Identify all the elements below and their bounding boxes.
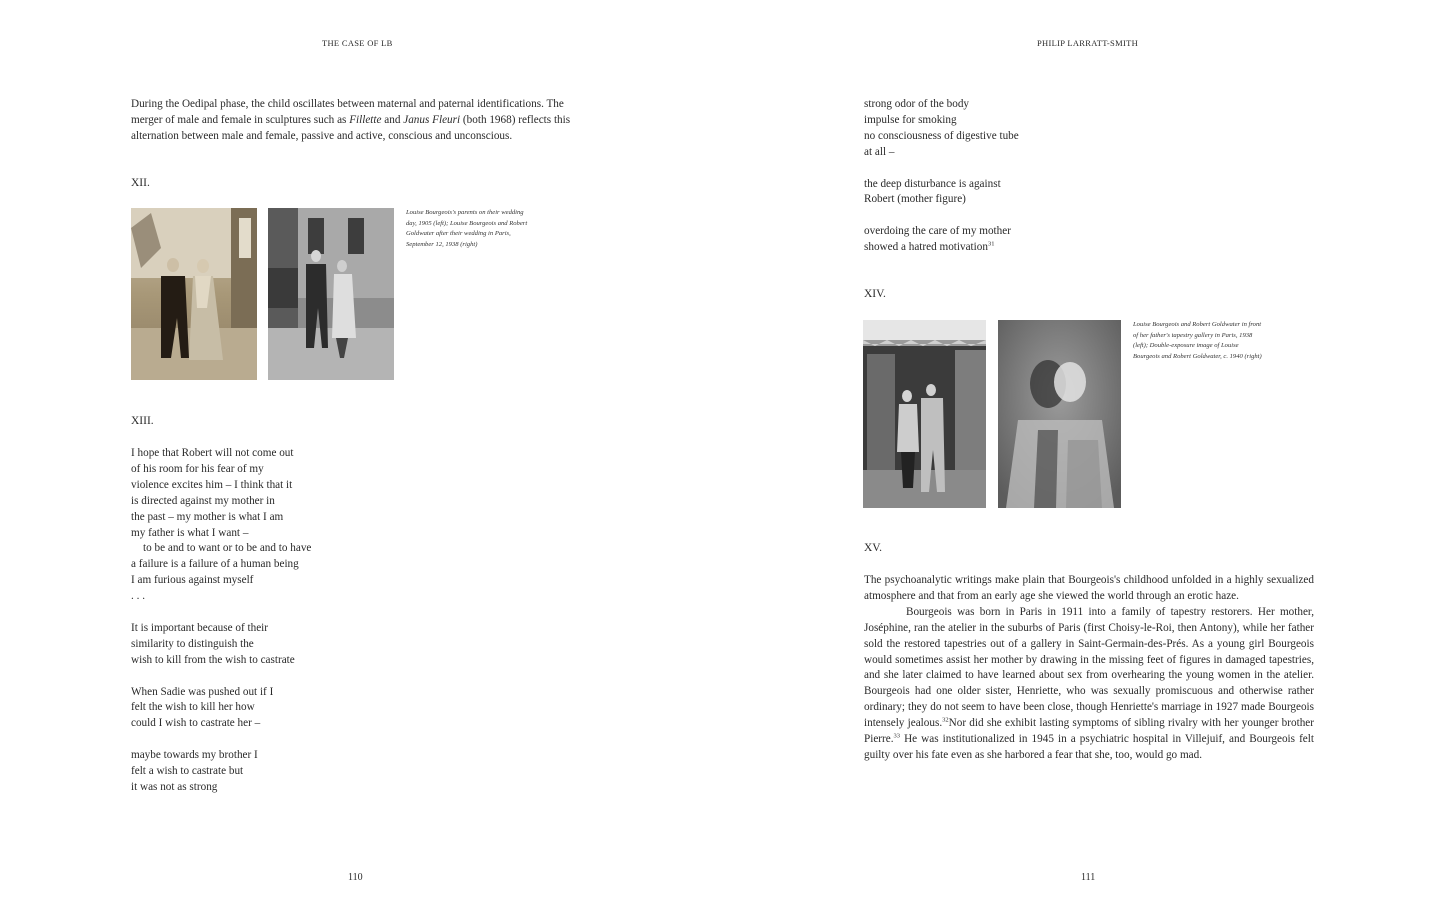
verse-line: wish to kill from the wish to castrate bbox=[131, 653, 295, 666]
verse-xiii bbox=[131, 446, 311, 796]
verse-line: the deep disturbance is against bbox=[864, 177, 1001, 190]
work-title: Janus Fleuri bbox=[403, 113, 461, 126]
verse-line: overdoing the care of my mother bbox=[864, 225, 1011, 238]
verse-line: I hope that Robert will not come out bbox=[131, 447, 294, 459]
verse-line: at all – bbox=[864, 145, 895, 158]
footnote-ref-32: 32 bbox=[942, 716, 949, 724]
verse-line: strong odor of the body bbox=[864, 98, 970, 110]
stanza-break bbox=[864, 208, 1019, 224]
verse-line: showed a hatred motivation$^{31}$ bbox=[864, 240, 995, 254]
stanza-break bbox=[131, 605, 311, 621]
section-number-xv: XV. bbox=[864, 542, 883, 554]
caption-xiv: Louise Bourgeois and Robert Goldwater in front of her father's tapestry gallery in Paris, 1938 (left); Double-exposure image of Louise Bourgeois and Robert Goldwater, c. 1940 (right) bbox=[1133, 321, 1262, 360]
stanza-break bbox=[864, 161, 1019, 177]
page-number-right: 111 bbox=[1081, 872, 1096, 883]
paragraph: The psychoanalytic writings make plain that Bourgeois's childhood unfolded in a highly sexualized atmosphere and that from an early age she viewed the world through an erotic haze. bbox=[864, 574, 1314, 602]
page-number-left: 110 bbox=[348, 872, 363, 883]
verse-line: my father is what I want – bbox=[131, 526, 249, 539]
verse-top bbox=[864, 97, 1019, 256]
verse-line: violence excites him – I think that it bbox=[131, 478, 293, 491]
running-header-right: PHILIP LARRATT-SMITH bbox=[1037, 38, 1139, 48]
body-text bbox=[864, 573, 1314, 764]
stanza-break bbox=[131, 669, 311, 685]
intro-paragraph: During the Oedipal phase, the child oscillates between maternal and paternal identifications. The merger of male and female in sculptures such as Fillette and Janus Fleuri (both 1968) reflects this alternation between male and female, passive and active, conscious and unconscious. bbox=[131, 98, 571, 142]
verse-line: is directed against my mother in bbox=[131, 494, 275, 507]
running-header-left: THE CASE OF LB bbox=[322, 38, 393, 48]
photo-wedding-1938 bbox=[268, 208, 394, 380]
verse-line: It is important because of their bbox=[131, 621, 269, 634]
verse-line: of his room for his fear of my bbox=[131, 462, 264, 475]
verse-line: similarity to distinguish the bbox=[131, 637, 254, 650]
photo-gallery-front bbox=[863, 320, 986, 508]
verse-line: maybe towards my brother I bbox=[131, 749, 258, 762]
verse-line: I am furious against myself bbox=[131, 574, 254, 587]
verse-line: no consciousness of digestive tube bbox=[864, 129, 1019, 142]
verse-line: the past – my mother is what I am bbox=[131, 510, 284, 523]
verse-line: to be and to want or to be and to have bbox=[143, 542, 312, 555]
photo-double-exposure bbox=[998, 320, 1121, 508]
caption-xii: Louise Bourgeois's parents on their wedding day, 1905 (left); Louise Bourgeois and Robert Goldwater after their wedding in Paris, September 12, 1938 (right) bbox=[406, 209, 528, 248]
paragraph: Bourgeois was born in Paris in 1911 into a family of tapestry restorers. Her mother, Joséphine, ran the atelier in the suburbs of Paris (first Choisy-le-Roi, then Antony), while her father sold the restored tapestries out of a gallery in Saint-Germain-des-Prés. As a young girl Bourgeois would sometimes assist her mother by drawing in the missing feet of figures in damaged tapestries, and she later claimed to have learned about sex from overhearing the young women in the atelier. Bourgeois had one older sister, Henriette, who was sexually promiscuous and otherwise rather ordinary; they do not seem to have been close, though Henriette's marriage in 1927 made Bourgeois intensely jealous.$^{32}$Nor did she exhibit lasting symptoms of sibling rivalry with her younger brother Pierre.$^{33}$ He was institutionalized in 1945 in a psychiatric hospital in Villejuif, and Bourgeois felt guilty over his fate even as she harbored a fear that she, too, would go mad. bbox=[864, 605, 1314, 761]
stanza-break bbox=[131, 732, 311, 748]
footnote-ref-33: 33 bbox=[893, 732, 901, 740]
section-number-xiii: XIII. bbox=[131, 415, 154, 427]
verse-line: felt a wish to castrate but bbox=[131, 765, 244, 778]
photo-parents-wedding bbox=[131, 208, 257, 380]
verse-line: When Sadie was pushed out if I bbox=[131, 685, 274, 698]
work-title: Fillette bbox=[349, 113, 382, 126]
verse-line: could I wish to castrate her – bbox=[131, 717, 261, 730]
section-number-xii: XII. bbox=[131, 177, 150, 189]
verse-line: impulse for smoking bbox=[864, 113, 957, 126]
section-number-xiv: XIV. bbox=[864, 288, 886, 300]
verse-line: . . . bbox=[131, 590, 145, 603]
verse-line: Robert (mother figure) bbox=[864, 193, 966, 206]
verse-line: a failure is a failure of a human being bbox=[131, 558, 299, 571]
footnote-ref-31: 31 bbox=[987, 240, 995, 248]
verse-line: felt the wish to kill her how bbox=[131, 701, 255, 714]
verse-line: it was not as strong bbox=[131, 780, 218, 793]
